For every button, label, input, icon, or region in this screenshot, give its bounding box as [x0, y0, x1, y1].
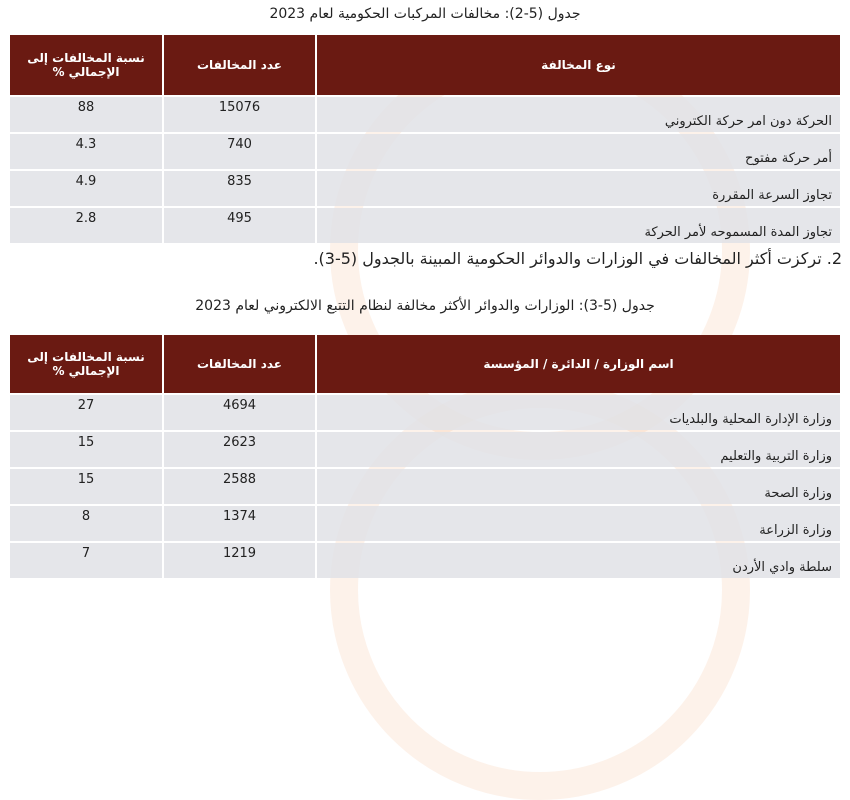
- cell-type: وزارة التربية والتعليم: [317, 432, 840, 467]
- cell-count: 495: [164, 208, 315, 243]
- cell-count: 740: [164, 134, 315, 169]
- cell-percent: 7: [10, 543, 162, 578]
- cell-type: وزارة الصحة: [317, 469, 840, 504]
- cell-percent: 2.8: [10, 208, 162, 243]
- cell-count: 1219: [164, 543, 315, 578]
- cell-count: 4694: [164, 395, 315, 430]
- table1-caption: جدول (5-2): مخالفات المركبات الحكومية لعام 2023: [269, 6, 581, 22]
- cell-type: سلطة وادي الأردن: [317, 543, 840, 578]
- table-row: [10, 395, 840, 430]
- cell-count: 835: [164, 171, 315, 206]
- paragraph: 2. تركزت أكثر المخالفات في الوزارات والدوائر الحكومية المبينة بالجدول (5-3).: [313, 249, 842, 268]
- cell-percent: 4.3: [10, 134, 162, 169]
- cell-percent: 8: [10, 506, 162, 541]
- violations-table: [8, 33, 842, 245]
- cell-count: 2623: [164, 432, 315, 467]
- table-row: [10, 208, 840, 243]
- table-row: [10, 171, 840, 206]
- cell-type: تجاوز السرعة المقررة: [317, 171, 840, 206]
- table-row: [10, 469, 840, 504]
- header-percent: نسبة المخالفات إلى الإجمالي %: [10, 335, 162, 393]
- cell-type: تجاوز المدة المسموحه لأمر الحركة: [317, 208, 840, 243]
- cell-percent: 4.9: [10, 171, 162, 206]
- cell-type: وزارة الزراعة: [317, 506, 840, 541]
- cell-percent: 15: [10, 469, 162, 504]
- header-type: اسم الوزارة / الدائرة / المؤسسة: [317, 335, 840, 393]
- header-type: نوع المخالفة: [317, 35, 840, 95]
- header-count: عدد المخالفات: [164, 35, 315, 95]
- header-percent: نسبة المخالفات إلى الإجمالي %: [10, 35, 162, 95]
- cell-count: 15076: [164, 97, 315, 132]
- table-row: [10, 506, 840, 541]
- cell-count: 1374: [164, 506, 315, 541]
- table-row: [10, 134, 840, 169]
- cell-percent: 15: [10, 432, 162, 467]
- cell-type: الحركة دون امر حركة الكتروني: [317, 97, 840, 132]
- cell-percent: 88: [10, 97, 162, 132]
- cell-count: 2588: [164, 469, 315, 504]
- table2-caption: جدول (5-3): الوزارات والدوائر الأكثر مخالفة لنظام التتبع الالكتروني لعام 2023: [195, 298, 655, 314]
- ministries-table: [8, 333, 842, 580]
- header-count: عدد المخالفات: [164, 335, 315, 393]
- table-row: [10, 432, 840, 467]
- cell-type: وزارة الإدارة المحلية والبلديات: [317, 395, 840, 430]
- table-row: [10, 97, 840, 132]
- cell-percent: 27: [10, 395, 162, 430]
- cell-type: أمر حركة مفتوح: [317, 134, 840, 169]
